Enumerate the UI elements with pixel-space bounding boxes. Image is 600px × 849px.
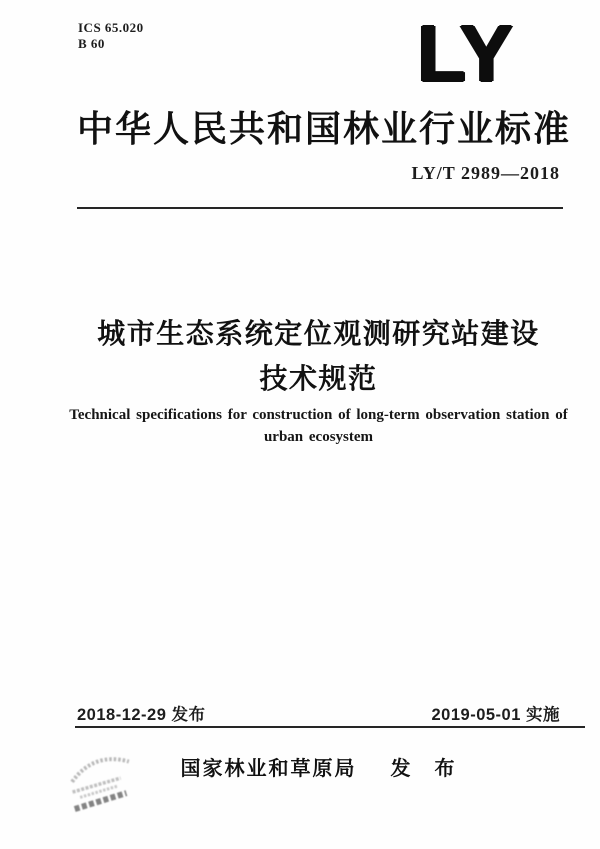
title-cn-line1: 城市生态系统定位观测研究站建设 — [97, 318, 540, 349]
standard-number: LY/T 2989—2018 — [411, 163, 560, 183]
document-title-cn — [77, 311, 560, 401]
title-en-line1: Technical specifications for construction of long-term observation station of — [69, 407, 568, 423]
watermark-stamp — [51, 736, 148, 820]
issue-date: 2018-12-29 发布 — [77, 706, 206, 724]
document-title-en — [67, 404, 570, 448]
dates-row — [77, 701, 560, 725]
watermark-stamp-graphic — [51, 736, 148, 820]
ics-classification — [78, 20, 144, 52]
issuing-body: 国家林业和草原局 — [180, 758, 357, 780]
ics-code: ICS 65.020 — [78, 20, 144, 35]
implement-date: 2019-05-01 实施 — [431, 706, 560, 724]
title-en-line2: urban ecosystem — [263, 429, 374, 445]
publish-label: 发 布 — [390, 758, 457, 780]
ly-logo: LY — [417, 9, 514, 98]
header-divider — [77, 207, 563, 209]
ccs-code: B 60 — [78, 36, 105, 51]
footer-divider — [75, 726, 585, 728]
standard-type-heading: 中华人民共和国林业行业标准 — [77, 108, 572, 149]
title-cn-line2: 技术规范 — [259, 363, 378, 394]
issuing-body-row — [77, 752, 560, 781]
